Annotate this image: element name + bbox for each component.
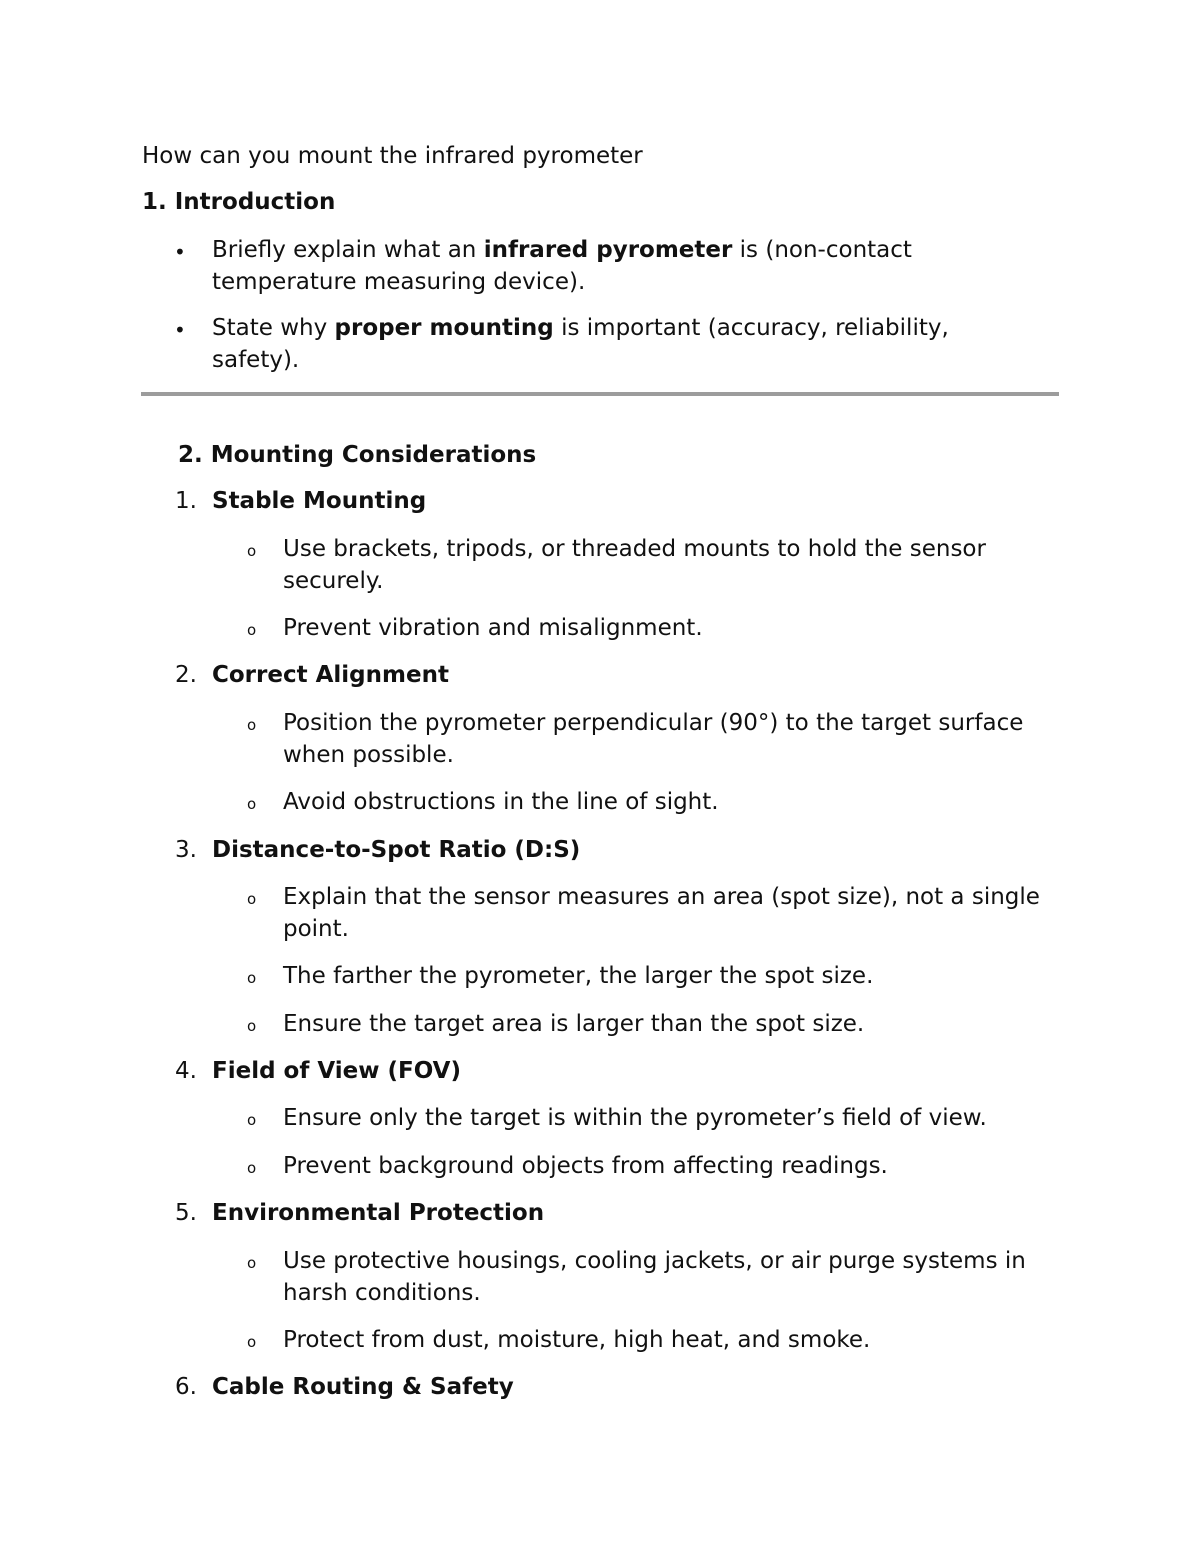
circle-bullet-icon: o bbox=[247, 542, 257, 560]
circle-bullet-icon: o bbox=[247, 1333, 257, 1351]
item-number: 6. bbox=[175, 1374, 197, 1400]
horizontal-rule bbox=[141, 392, 1059, 396]
sub-point: Prevent background objects from affecting readings. bbox=[283, 1153, 888, 1179]
sub-point: Explain that the sensor measures an area (spot size), not a single point. bbox=[283, 884, 1040, 942]
intro-bullet-1-text: Briefly explain what an bbox=[212, 237, 484, 263]
document-title: How can you mount the infrared pyrometer bbox=[142, 143, 643, 169]
item-number: 2. bbox=[175, 662, 197, 688]
circle-bullet-icon: o bbox=[247, 621, 257, 639]
sub-point: Prevent vibration and misalignment. bbox=[283, 615, 703, 641]
item-title-correct-alignment: Correct Alignment bbox=[212, 662, 449, 688]
item-number: 5. bbox=[175, 1200, 197, 1226]
item-title-stable-mounting: Stable Mounting bbox=[212, 488, 427, 514]
item-number: 3. bbox=[175, 837, 197, 863]
sub-point: Position the pyrometer perpendicular (90°) to the target surface when possible. bbox=[283, 710, 1024, 768]
sub-point: Use protective housings, cooling jackets, or air purge systems in harsh conditions. bbox=[283, 1248, 1026, 1306]
mounting-considerations-heading: 2. Mounting Considerations bbox=[178, 442, 537, 468]
item-title-distance-to-spot: Distance-to-Spot Ratio (D:S) bbox=[212, 837, 581, 863]
circle-bullet-icon: o bbox=[247, 1254, 257, 1272]
item-number: 4. bbox=[175, 1058, 197, 1084]
sub-point: The farther the pyrometer, the larger the spot size. bbox=[283, 963, 874, 989]
intro-bullet-2 bbox=[212, 312, 1042, 376]
circle-bullet-icon: o bbox=[247, 716, 257, 734]
sub-point: Avoid obstructions in the line of sight. bbox=[283, 789, 719, 815]
item-title-field-of-view: Field of View (FOV) bbox=[212, 1058, 461, 1084]
item-title-environmental-protection: Environmental Protection bbox=[212, 1200, 545, 1226]
sub-point: Ensure the target area is larger than the spot size. bbox=[283, 1011, 865, 1037]
sub-point: Ensure only the target is within the pyrometer’s field of view. bbox=[283, 1105, 987, 1131]
intro-bullet-1-bold: infrared pyrometer bbox=[483, 237, 733, 263]
intro-bullet-1 bbox=[212, 234, 1042, 298]
sub-point: Protect from dust, moisture, high heat, and smoke. bbox=[283, 1327, 871, 1353]
circle-bullet-icon: o bbox=[247, 890, 257, 908]
circle-bullet-icon: o bbox=[247, 1111, 257, 1129]
item-number: 1. bbox=[175, 488, 197, 514]
circle-bullet-icon: o bbox=[247, 1017, 257, 1035]
intro-bullet-2-rest: is important (accuracy, reliability, safety). bbox=[212, 315, 949, 373]
intro-bullet-2-bold: proper mounting bbox=[334, 315, 554, 341]
bullet-icon: • bbox=[174, 240, 186, 264]
circle-bullet-icon: o bbox=[247, 795, 257, 813]
item-title-cable-routing: Cable Routing & Safety bbox=[212, 1374, 514, 1400]
circle-bullet-icon: o bbox=[247, 969, 257, 987]
circle-bullet-icon: o bbox=[247, 1159, 257, 1177]
sub-point: Use brackets, tripods, or threaded mounts to hold the sensor securely. bbox=[283, 536, 986, 594]
introduction-heading: 1. Introduction bbox=[142, 189, 336, 215]
bullet-icon: • bbox=[174, 318, 186, 342]
intro-bullet-1-rest: is (non-contact temperature measuring device). bbox=[212, 237, 912, 295]
intro-bullet-2-text: State why bbox=[212, 315, 335, 341]
